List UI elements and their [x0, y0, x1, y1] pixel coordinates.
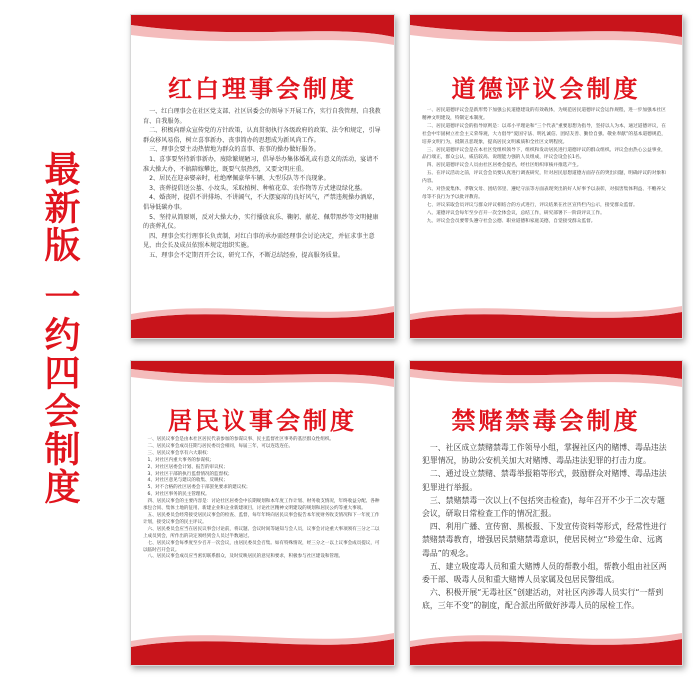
board-body [143, 107, 382, 261]
paragraph: 四、居民道德评议会人员由社区居委会提名，经社区组织审核并推选产生。 [426, 163, 582, 169]
board-body [422, 441, 670, 613]
paragraph: 二、居民道德评议会的指导原则是：以邓小平理论和“三个代表”重要思想为指导，坚持以人为本，通过道德评议，在社会中牢固树立社会主义荣辱观，大力倡导“爱国守法、明礼诚信、团结友善、勤俭自强、敬业奉献”的基本道德规范，培养文明行为，抵制丑恶现象，提高居民文明素质和全社区文明程度。 [422, 123, 666, 145]
paragraph: 二、通过设立禁赌、禁毒举报箱等形式，鼓励群众对赌博、毒品违法犯罪进行举报。 [422, 469, 667, 492]
paragraph: 6、对社区事务的民主管理权。 [147, 492, 210, 498]
bottom-swoosh-decoration [410, 625, 682, 665]
bottom-swoosh-decoration [131, 625, 394, 665]
board-red-white-council [130, 14, 395, 339]
side-title-line-1: 最新版 [39, 150, 80, 264]
paragraph: 六、居民委员会应当在居民议事会讨论前，将议题、会议时间等通知与会人员，议事会讨论重大事项须有三分之二以上成员到会，所作出的决定须经到会人员过半数通过。 [143, 526, 380, 539]
paragraph: 4、对社区意见与建议的收集、反映权； [147, 478, 228, 484]
paragraph: 八、道德评议会每年至少召开一次全体会议，总结工作，研究部署下一阶段评议工作。 [426, 210, 605, 216]
paragraph: 三、居民议事会享有六大职权： [147, 450, 212, 456]
paragraph: 5、坚持从简原则，反对大操大办，实行播放哀乐、鞠躬、献花、佩带黑纱等文明健康的丧葬礼仪。 [143, 213, 379, 231]
paragraph: 六、对热爱集体、孝敬父母、团结邻里、遵纪守法等方面表现突出的好人好事予以表彰，对损害集体利益、不赡养父母等不良行为予以批评教育。 [422, 187, 666, 200]
paragraph: 七、评议采取会员评议与群众评议相结合的方式进行，评议结果在社区宣传栏内公示，接受群众监督。 [426, 202, 638, 208]
paragraph: 三、居民道德评议会是在本社区党组织领导下，组织和发动居民进行道德评议的群众组织。评议会由热心公益事业，品行端正，群众公认，威信较高、说理能力强的人员组成，评议会设会长1名。 [422, 147, 666, 161]
paragraph: 一、居民道德评议会是新形势下加强公民道德建设的有效载体，为规范居民道德评议会运作规程，进一步加强本社区精神文明建设，特制定本制度。 [422, 108, 666, 121]
paragraph: 六、积极开展“无毒社区”创建活动，对社区内涉毒人员实行“一帮到底，三年不变”的制度，配合派出所做好涉毒人员的尿检工作。 [422, 588, 664, 611]
paragraph: 四、利用广播、宣传窗、黑板报、下发宣传资料等形式，经常性进行禁赌禁毒教育，增强居民禁赌禁毒意识，使居民树立“珍爱生命、远离毒品”的观念。 [422, 522, 667, 558]
board-title: 居民议事会制度 [168, 407, 357, 435]
paragraph: 一、红白理事会在社区党支部、社区居委会的领导下开展工作，实行自我管理、自我教育、自我服务。 [143, 108, 381, 125]
board-moral-review-council [409, 14, 683, 339]
board-title: 道德评议会制度 [451, 75, 641, 103]
board-title: 红白理事会制度 [168, 75, 357, 103]
paragraph: 一、居民议事会是由本社区居民代表参加的参谋议事、民主监督社区事务的基层群众性组织。 [147, 437, 334, 442]
board-body [422, 107, 670, 226]
paragraph: 五、在评议活动之前，评议会会员要认真进行调查研究，针对居民思想道德方面存在的突出问题，明确评议的对象和内容。 [422, 171, 666, 185]
paragraph: 4、婚丧时，提倡不讲排场、不讲阔气，不大摆宴席的良好风气，严禁违规操办酒席，倡导低碳办事。 [143, 194, 379, 211]
paragraph: 3、丧葬提倡送公墓、小坟头，采取植树、种植花草、农作物等方式建设绿化墓。 [149, 184, 367, 192]
top-swoosh-decoration [131, 15, 394, 71]
paragraph: 3、对社区干部的执行监督情况的监督权； [147, 471, 233, 477]
board-title: 禁赌禁毒会制度 [451, 407, 641, 435]
paragraph: 五、居民委员会经常接受居民议事会的检查、监督，每年年终向居民议事会报告本年度财务收支情况和下一年度工作计划，接受议事会的民主评议。 [143, 512, 380, 525]
bottom-swoosh-decoration [131, 298, 394, 338]
paragraph: 二、积极向群众宣传党的方针政策，认真贯彻执行各级政府的政策、法令和规定，引导群众移风易俗，树立喜事新办、丧事简办的思想成为新风尚工作。 [143, 127, 381, 144]
board-body [143, 437, 382, 561]
paragraph: 五、理事会不定期召开会议，研究工作，不断总结经验，提高服务质量。 [149, 251, 345, 259]
paragraph: 四、居民议事会的主要内容是：讨论社区居委会中长期规划和本年度工作计划、财务收支情况，年终收益分配、各种承包合同、集体土地的征用、新建企业和企业新建项目，讨论社区精神文明建设的规划和居民公约等重大事项。 [143, 499, 380, 512]
paragraph: 七、居民议事会每季度至少召开一次会议，由居民委员会召集。如有特殊情况，经三分之一以上议事会成员提议，可以临时召开会议。 [143, 540, 380, 553]
bottom-swoosh-decoration [410, 298, 682, 338]
top-swoosh-decoration [410, 15, 682, 71]
paragraph: 2、居民在迎亲娶亲时，杜绝摩佩豪华车辆、大型乐队等不良现象。 [149, 175, 330, 183]
paragraph: 四、理事会实行理事长负责制，对红白事的承办需经理事会讨论决定，并征求事主意见，由会长及成员依照本规定组织实施。 [143, 232, 375, 250]
paragraph: 八、居民议事会成员应当密切联系群众，及时反映居民的意见和要求，积极参与社区建设和管理。 [147, 554, 344, 560]
paragraph: 2、对社区居委会计划、报告的审议权； [147, 464, 228, 470]
paragraph: 三、禁赌禁毒一次以上(不包括突击检查)，每年召开不少于二次专题会议，研取日常检查工作的情况汇报。 [422, 495, 665, 519]
paragraph: 5、对不合格的社区居委会干部罢免要求的建议权； [147, 485, 251, 491]
side-title-line-2: 一约四会制度 [39, 278, 80, 506]
side-title [14, 150, 104, 506]
paragraph: 九、评议会会员要带头遵守社会公德、职业道德和家庭美德，自觉接受群众监督。 [426, 218, 596, 224]
board-anti-gambling-drugs-council [409, 360, 683, 666]
board-residents-council [130, 360, 395, 666]
paragraph: 一、社区成立禁赌禁毒工作领导小组，掌握社区内的赌博、毒品违法犯罪情况，协助公安机关加大对赌博、毒品违法犯罪的打击力度。 [422, 443, 667, 466]
paragraph: 三、理事会要主动热情地为群众的喜事、丧事的操办做好服务。 [149, 146, 320, 154]
paragraph: 二、居民议事会成员任期与居民委员会相同，每届三年，可以连选连任。 [147, 443, 294, 449]
paragraph: 1、喜事要坚持新事新办，废除繁规陋习，倡导举办集体婚礼或有意义的活动，宴请不准大操大办，不搞陪嫁攀比，既要气氛热烈，又要文明庄重。 [143, 155, 379, 173]
paragraph: 五、建立吸度毒人员和重大赌博人员的帮教小组，帮教小组由社区两委干部、吸毒人员和重大赌博人员家属及包居民警组成。 [422, 561, 667, 585]
paragraph: 1、对社区内重大事务的参谋权； [147, 457, 215, 463]
